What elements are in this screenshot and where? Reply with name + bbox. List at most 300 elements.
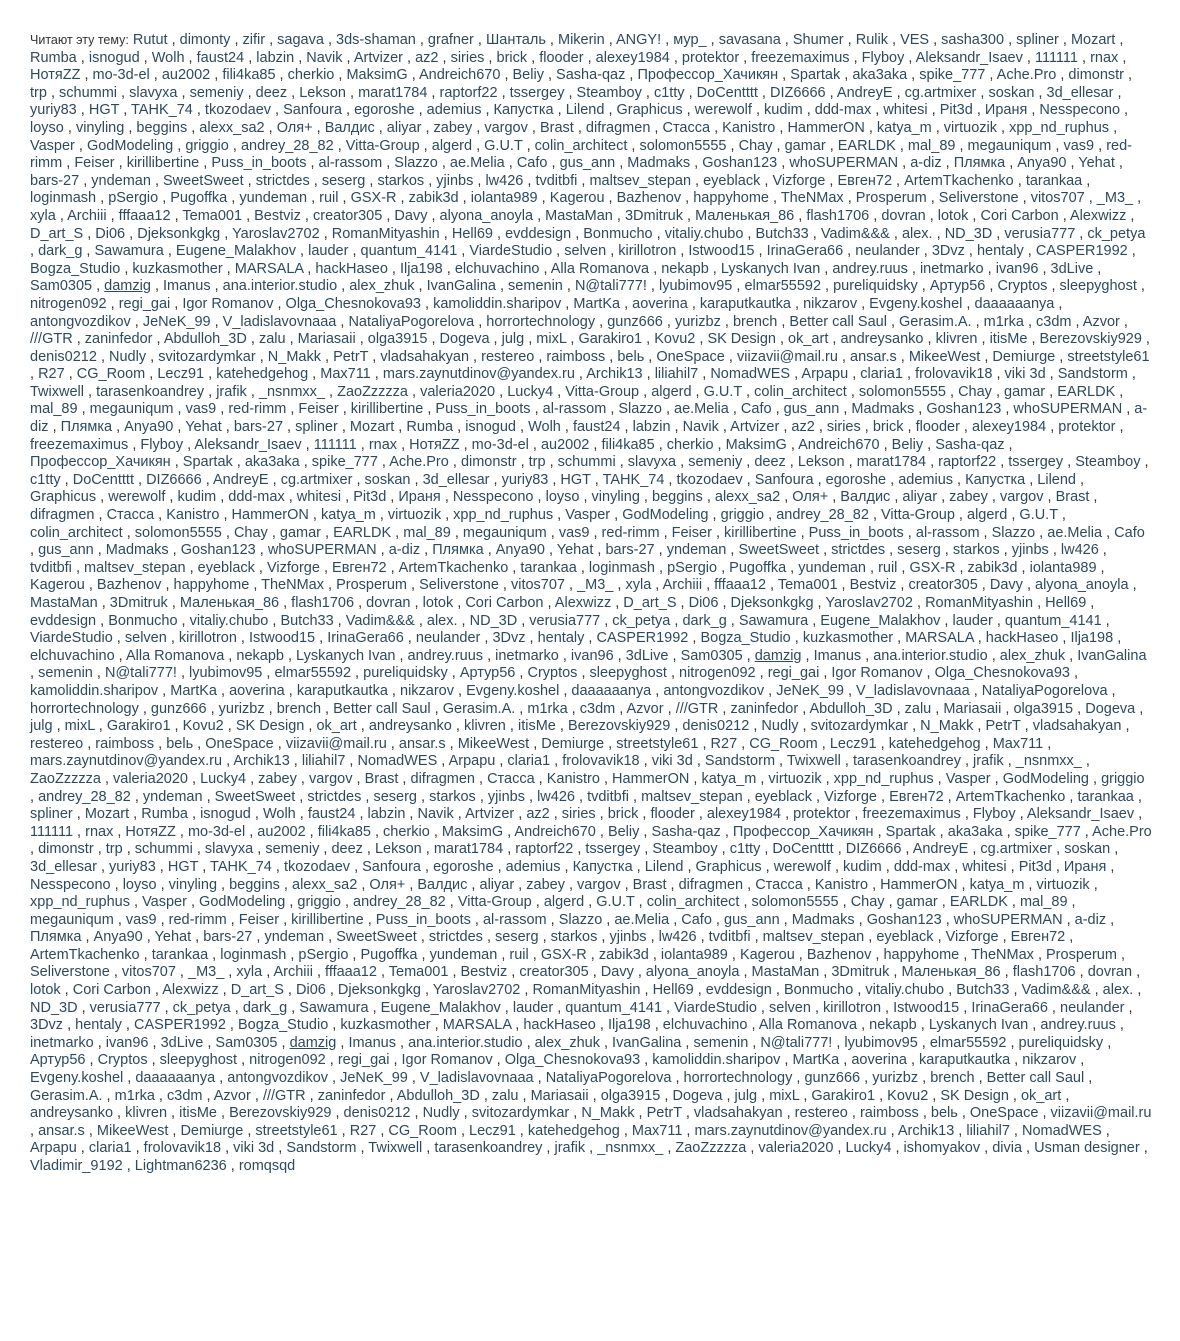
user-link[interactable]: marat1784: [856, 454, 927, 471]
user-link[interactable]: N_Makk: [920, 718, 974, 735]
user-link[interactable]: Rumba: [406, 419, 454, 436]
user-link[interactable]: ZaoZzzzza: [675, 1140, 747, 1157]
user-link[interactable]: Twixwell: [30, 383, 84, 400]
user-link[interactable]: Vizforge: [772, 172, 826, 189]
user-link[interactable]: NomadWES: [357, 753, 438, 770]
user-link[interactable]: Nesspecono: [1039, 102, 1121, 119]
user-link[interactable]: denis0212: [30, 348, 97, 365]
user-link[interactable]: Rumba: [30, 49, 77, 66]
user-link[interactable]: Madmaks: [851, 401, 915, 418]
user-link[interactable]: loginmash: [30, 190, 97, 207]
user-link[interactable]: viki 3d: [651, 753, 693, 770]
user-link[interactable]: iolanta989: [470, 190, 538, 207]
user-link[interactable]: Di06: [296, 982, 326, 999]
user-link[interactable]: Lilend: [1037, 471, 1076, 488]
user-link[interactable]: alex_zhuk: [349, 278, 415, 295]
user-link[interactable]: Sandstorm: [1057, 366, 1128, 383]
user-link[interactable]: Mariasaii: [297, 331, 356, 348]
user-link[interactable]: inetmarko: [919, 260, 984, 277]
user-link[interactable]: IvanGalina: [1077, 647, 1147, 664]
user-link[interactable]: SweetSweet: [738, 542, 820, 559]
user-link[interactable]: antongvozdikov: [663, 682, 765, 699]
user-link[interactable]: verusia777: [529, 612, 601, 629]
user-link[interactable]: seserg: [495, 929, 539, 946]
user-link[interactable]: VES: [900, 32, 930, 48]
user-link[interactable]: Butch33: [280, 612, 334, 629]
user-link[interactable]: Alexwizz: [554, 595, 612, 611]
user-link[interactable]: AndreyE: [912, 841, 969, 858]
user-link[interactable]: svitozardymkar: [810, 718, 909, 735]
user-link[interactable]: Puss_in_boots: [211, 155, 307, 172]
user-link[interactable]: ana.interior.studio: [408, 1034, 523, 1051]
user-link[interactable]: soskan: [1064, 841, 1111, 858]
user-link[interactable]: raptorf22: [515, 841, 574, 858]
user-link[interactable]: vargov: [577, 876, 621, 893]
user-link[interactable]: Bazhenov: [806, 946, 872, 963]
user-link[interactable]: gus_ann: [559, 155, 616, 172]
user-link[interactable]: MARSALA: [905, 630, 974, 647]
user-link[interactable]: yundeman: [239, 190, 308, 207]
user-link[interactable]: zabik3d: [967, 559, 1018, 576]
user-link[interactable]: Azvor: [213, 1087, 251, 1104]
user-link[interactable]: belь: [617, 348, 645, 365]
user-link[interactable]: neulander: [1060, 999, 1125, 1016]
user-link[interactable]: Graphicus: [695, 858, 762, 875]
user-link[interactable]: viizavii@mail.ru: [1050, 1105, 1152, 1122]
user-link[interactable]: Aleksandr_Isaev: [194, 436, 302, 453]
user-link[interactable]: Vasper: [142, 894, 187, 911]
user-link[interactable]: EARLDK: [837, 137, 896, 154]
user-link[interactable]: Navik: [417, 806, 454, 823]
user-link[interactable]: IrinaGera66: [766, 243, 844, 260]
user-link[interactable]: DIZ6666: [770, 84, 826, 101]
user-link[interactable]: slavyxa: [129, 84, 178, 101]
user-link[interactable]: Anya90: [495, 542, 545, 559]
user-link[interactable]: Better call Saul: [333, 700, 431, 717]
user-link[interactable]: zifir: [242, 32, 266, 48]
user-link[interactable]: maltsev_stepan: [641, 788, 743, 805]
user-link[interactable]: Di06: [688, 595, 719, 611]
user-link[interactable]: ansar.s: [850, 348, 897, 365]
user-link[interactable]: vitos707: [510, 577, 565, 594]
user-link[interactable]: dimonstr: [38, 841, 94, 858]
user-link[interactable]: bars-27: [605, 542, 655, 559]
user-link[interactable]: julg: [734, 1087, 758, 1104]
user-link[interactable]: Стасса: [106, 507, 155, 524]
user-link[interactable]: siries: [561, 806, 596, 823]
user-link[interactable]: Istwood15: [688, 243, 755, 260]
user-link[interactable]: Imanus: [163, 278, 211, 295]
user-link[interactable]: Оля+: [276, 119, 313, 136]
user-link[interactable]: labzin: [367, 806, 406, 823]
user-link[interactable]: Beliy: [607, 823, 640, 840]
user-link[interactable]: romqsqd: [238, 1158, 296, 1174]
user-link[interactable]: itisMe: [517, 718, 556, 735]
user-link[interactable]: OneSpace: [969, 1105, 1039, 1122]
user-link[interactable]: spliner: [30, 806, 73, 823]
user-link[interactable]: Better call Saul: [789, 313, 887, 330]
user-link[interactable]: Davy: [989, 577, 1023, 594]
user-link[interactable]: bars-27: [233, 419, 284, 436]
user-link[interactable]: viizavii@mail.ru: [285, 735, 387, 752]
user-link[interactable]: 3Dmitruk: [109, 595, 168, 611]
user-link[interactable]: Aleksandr_Isaev: [915, 49, 1023, 66]
user-link[interactable]: raimboss: [95, 735, 155, 752]
user-link[interactable]: mal_89: [907, 137, 956, 154]
user-link[interactable]: CASPER1992: [1035, 243, 1128, 260]
user-link[interactable]: claria1: [860, 366, 903, 383]
user-link[interactable]: Vladimir_9192: [30, 1158, 123, 1174]
user-link[interactable]: Стасса: [487, 770, 535, 787]
user-link[interactable]: whitesi: [883, 102, 928, 119]
user-link[interactable]: griggio: [1101, 770, 1145, 787]
user-link[interactable]: vitos707: [1030, 190, 1085, 207]
user-link[interactable]: vladsahakyan: [1032, 718, 1122, 735]
user-link[interactable]: NomadWES: [710, 366, 791, 383]
user-link[interactable]: Twixwell: [786, 753, 841, 770]
user-link[interactable]: Lecz91: [469, 1122, 516, 1139]
user-link[interactable]: nikzarov: [1022, 1052, 1077, 1069]
user-link[interactable]: katya_m: [320, 507, 376, 524]
user-link[interactable]: MastaMan: [30, 595, 98, 611]
user-link[interactable]: мур_: [673, 32, 707, 48]
user-link[interactable]: Artvizer: [730, 419, 780, 436]
user-link[interactable]: regi_gai: [767, 665, 820, 682]
user-link[interactable]: Cryptos: [97, 1052, 148, 1069]
user-link[interactable]: V_ladislavovnaaa: [856, 682, 970, 699]
user-link[interactable]: fili4ka85: [222, 67, 276, 84]
user-link[interactable]: brick: [496, 49, 528, 66]
user-link[interactable]: virtuozik: [387, 507, 442, 524]
user-link[interactable]: cg.artmixer: [904, 84, 977, 101]
user-link[interactable]: nitrogen092: [30, 295, 107, 312]
user-link[interactable]: gunz666: [804, 1070, 861, 1087]
user-link[interactable]: Sam0305: [215, 1034, 278, 1051]
user-link[interactable]: viizavii@mail.ru: [736, 348, 838, 365]
user-link[interactable]: CG_Room: [388, 1122, 457, 1139]
user-link[interactable]: lotok: [422, 595, 454, 611]
user-link[interactable]: Abdulloh_3D: [163, 331, 247, 348]
user-link[interactable]: alexey1984: [972, 419, 1047, 436]
user-link[interactable]: aliyar: [479, 876, 515, 893]
user-link[interactable]: alex.: [901, 225, 933, 242]
user-link[interactable]: MartKa: [170, 682, 217, 699]
user-link[interactable]: whoSUPERMAN: [1013, 401, 1123, 418]
user-link[interactable]: Goshan123: [866, 911, 942, 928]
user-link[interactable]: au2002: [540, 436, 590, 453]
user-link[interactable]: Tema001: [182, 207, 243, 224]
user-link[interactable]: CASPER1992: [596, 630, 689, 647]
user-link[interactable]: happyhome: [693, 190, 769, 207]
user-link[interactable]: ND_3D: [469, 612, 518, 629]
user-link[interactable]: elchuvachino: [662, 1017, 748, 1034]
user-link[interactable]: mal_89: [1019, 894, 1068, 911]
user-link[interactable]: Pugoffka: [729, 559, 787, 576]
user-link[interactable]: alexx_sa2: [714, 489, 781, 506]
user-link[interactable]: Cori Carbon: [72, 982, 151, 999]
user-link[interactable]: eyeblack: [197, 559, 255, 576]
user-link[interactable]: beggins: [652, 489, 703, 506]
user-link[interactable]: Bazhenov: [616, 190, 682, 207]
user-link[interactable]: TheNMax: [261, 577, 324, 594]
user-link[interactable]: Davy: [600, 964, 634, 981]
user-link[interactable]: Sawamura: [94, 243, 164, 260]
user-link[interactable]: savasana: [718, 32, 781, 48]
user-link[interactable]: Alexwizz: [1069, 207, 1127, 224]
user-link[interactable]: ViardeStudio: [674, 999, 757, 1016]
user-link[interactable]: 3Dvz: [492, 630, 526, 647]
user-link[interactable]: Ираня: [1063, 858, 1107, 875]
user-link[interactable]: brick: [607, 806, 639, 823]
user-link[interactable]: D_art_S: [30, 225, 84, 242]
user-link[interactable]: soskan: [988, 84, 1035, 101]
user-link[interactable]: a-diz: [30, 401, 1148, 436]
user-link[interactable]: Butch33: [755, 225, 809, 242]
user-link[interactable]: valeria2020: [758, 1140, 834, 1157]
user-link[interactable]: c3dm: [167, 1087, 203, 1104]
user-link[interactable]: vas9: [185, 401, 217, 418]
user-link[interactable]: Kovu2: [182, 718, 224, 735]
user-link[interactable]: Hell69: [652, 982, 694, 999]
user-link[interactable]: Lekson: [797, 454, 845, 471]
user-link[interactable]: Olga_Chesnokova93: [934, 665, 1070, 682]
user-link[interactable]: Seliverstone: [30, 964, 110, 981]
user-link[interactable]: RomanMityashin: [532, 982, 641, 999]
user-link[interactable]: andrey.ruus: [407, 647, 484, 664]
user-link[interactable]: Rutut: [132, 32, 168, 48]
user-link[interactable]: MikeeWest: [96, 1122, 169, 1139]
user-link[interactable]: pSergio: [667, 559, 718, 576]
user-link[interactable]: G.U.T: [484, 137, 523, 154]
user-link[interactable]: Sam0305: [30, 278, 93, 295]
user-link[interactable]: creator305: [312, 207, 383, 224]
user-link[interactable]: DoCentttt: [696, 84, 758, 101]
user-link[interactable]: Nesspecono: [30, 876, 111, 893]
user-link[interactable]: dimonstr: [1068, 67, 1125, 84]
user-link[interactable]: fffaaa12: [118, 207, 171, 224]
user-link[interactable]: Mariasaii: [943, 700, 1002, 717]
user-link[interactable]: zalu: [258, 331, 286, 348]
user-link[interactable]: Vizforge: [267, 559, 320, 576]
user-link[interactable]: starkos: [429, 788, 476, 805]
user-link[interactable]: Профессор_Хачикян: [637, 67, 779, 84]
user-link[interactable]: EARLDK: [949, 894, 1008, 911]
user-link[interactable]: flash1706: [1012, 964, 1076, 981]
user-link[interactable]: Cryptos: [997, 278, 1048, 295]
user-link[interactable]: Alla Romanova: [550, 260, 650, 277]
user-link[interactable]: Sasha-qaz: [556, 67, 626, 84]
user-link[interactable]: GodModeling: [199, 894, 286, 911]
user-link[interactable]: iolanta989: [660, 946, 728, 963]
user-link[interactable]: viki 3d: [233, 1140, 275, 1157]
user-link[interactable]: dovran: [366, 595, 411, 611]
user-link[interactable]: Usman designer: [1034, 1140, 1140, 1157]
user-link[interactable]: verusia777: [1004, 225, 1076, 242]
user-link[interactable]: alyona_anoyla: [1035, 577, 1129, 594]
user-link[interactable]: _nsnmxx_: [597, 1140, 664, 1157]
user-link[interactable]: Demiurge: [541, 735, 605, 752]
user-link[interactable]: Alla Romanova: [758, 1017, 858, 1034]
user-link[interactable]: Vasper: [565, 507, 611, 524]
user-link[interactable]: ishomyakov: [903, 1140, 981, 1157]
user-link[interactable]: hentaly: [976, 243, 1024, 260]
user-link[interactable]: Маленькая_86: [901, 964, 1001, 981]
user-link[interactable]: Vasper: [945, 770, 991, 787]
user-link[interactable]: Chay: [850, 894, 885, 911]
user-link[interactable]: gus_ann: [783, 401, 840, 418]
user-link[interactable]: N_Makk: [267, 348, 321, 365]
user-link[interactable]: daaaaaanya: [571, 682, 652, 699]
user-link[interactable]: restereo: [481, 348, 535, 365]
user-link[interactable]: Prosperum: [1046, 946, 1117, 963]
user-link[interactable]: zabey: [526, 876, 565, 893]
user-link[interactable]: selven: [769, 999, 811, 1016]
user-link[interactable]: maltsev_stepan: [762, 929, 865, 946]
user-link[interactable]: zalu: [491, 1087, 519, 1104]
user-link[interactable]: ZaoZzzzza: [30, 770, 101, 787]
user-link[interactable]: rnax: [1090, 49, 1119, 66]
user-link[interactable]: EARLDK: [1057, 383, 1116, 400]
user-link[interactable]: CG_Room: [76, 366, 146, 383]
user-link[interactable]: andrey_28_82: [38, 788, 131, 805]
user-link[interactable]: colin_architect: [30, 524, 123, 541]
user-link[interactable]: TAHK_74: [210, 858, 272, 875]
user-link[interactable]: creator305: [519, 964, 589, 981]
user-link[interactable]: protektor: [1058, 419, 1116, 436]
user-link[interactable]: egoroshe: [433, 858, 494, 875]
user-link[interactable]: rnax: [368, 436, 398, 453]
user-link[interactable]: R27: [710, 735, 738, 752]
user-link[interactable]: Gerasim.A.: [442, 700, 516, 717]
user-link[interactable]: TheNMax: [780, 190, 844, 207]
user-link[interactable]: N@tali777!: [104, 665, 177, 682]
user-link[interactable]: Slazzo: [618, 401, 662, 418]
user-link[interactable]: Steamboy: [1075, 454, 1141, 471]
user-link[interactable]: slavyxa: [627, 454, 677, 471]
user-link[interactable]: zabik3d: [598, 946, 649, 963]
user-link[interactable]: faust24: [307, 806, 356, 823]
user-link[interactable]: ddd-max: [814, 102, 872, 119]
user-link[interactable]: dimonstr: [460, 454, 517, 471]
user-link[interactable]: Evgeny.koshel: [466, 682, 560, 699]
user-link[interactable]: fili4ka85: [601, 436, 655, 453]
user-link[interactable]: evddesign: [30, 612, 97, 629]
user-link[interactable]: Igor Romanov: [401, 1052, 493, 1069]
user-link[interactable]: Yaroslav2702: [232, 225, 320, 242]
user-link[interactable]: Brast: [539, 119, 574, 136]
user-link[interactable]: happyhome: [173, 577, 250, 594]
user-link[interactable]: kudim: [843, 858, 882, 875]
user-link[interactable]: semenin: [508, 278, 563, 295]
user-link[interactable]: tvditbfi: [30, 559, 72, 576]
user-link[interactable]: kudim: [177, 489, 217, 506]
user-link[interactable]: flooder: [539, 49, 584, 66]
user-link[interactable]: beggins: [136, 119, 188, 136]
user-link[interactable]: alexx_sa2: [292, 876, 358, 893]
user-link[interactable]: ///GTR: [262, 1087, 306, 1104]
user-link[interactable]: 3Dvz: [931, 243, 965, 260]
user-link[interactable]: D_art_S: [230, 982, 284, 999]
user-link[interactable]: JeNeK_99: [142, 313, 211, 330]
user-link[interactable]: Seliverstone: [938, 190, 1019, 207]
user-link[interactable]: Dogeva: [439, 331, 490, 348]
user-link[interactable]: tssergey: [509, 84, 565, 101]
user-link[interactable]: ND_3D: [944, 225, 993, 242]
user-link[interactable]: mars.zaynutdinov@yandex.ru: [30, 753, 223, 770]
user-link[interactable]: strictdes: [428, 929, 483, 946]
user-link[interactable]: Berezovskiy929: [1039, 331, 1142, 348]
user-link[interactable]: karaputkautka: [919, 1052, 1011, 1069]
user-link[interactable]: Hell69: [451, 225, 493, 242]
user-link[interactable]: klivren: [463, 718, 506, 735]
user-link[interactable]: Prosperum: [855, 190, 927, 207]
user-link[interactable]: virtuozik: [1036, 876, 1090, 893]
user-link[interactable]: olga3915: [1013, 700, 1074, 717]
user-link[interactable]: xpp_nd_ruphus: [833, 770, 934, 787]
user-link[interactable]: ND_3D: [30, 999, 78, 1016]
user-link[interactable]: alex_zhuk: [999, 647, 1066, 664]
user-link[interactable]: Kagerou: [549, 190, 605, 207]
user-link[interactable]: yndeman: [142, 788, 203, 805]
user-link[interactable]: tkozodaev: [204, 102, 272, 119]
user-link[interactable]: sasha300: [941, 32, 1005, 48]
user-link[interactable]: Spartak: [182, 454, 233, 471]
user-link[interactable]: sleepyghost: [1059, 278, 1137, 295]
user-link[interactable]: yndeman: [264, 929, 325, 946]
user-link[interactable]: 3Dmitruk: [831, 964, 890, 981]
user-link[interactable]: Dogeva: [1085, 700, 1136, 717]
user-link[interactable]: Butch33: [956, 982, 1010, 999]
user-link[interactable]: Kanistro: [814, 876, 869, 893]
user-link[interactable]: Brast: [364, 770, 399, 787]
user-link[interactable]: Ираня: [984, 102, 1028, 119]
user-link[interactable]: Bestviz: [460, 964, 508, 981]
user-link[interactable]: red-rimm: [30, 137, 1132, 172]
user-link[interactable]: lw426: [658, 929, 697, 946]
user-link[interactable]: Профессор_Хачикян: [30, 454, 171, 471]
user-link[interactable]: Evgeny.koshel: [30, 1070, 124, 1087]
user-link[interactable]: IrinaGera66: [971, 999, 1048, 1016]
user-link[interactable]: viki 3d: [1004, 366, 1046, 383]
user-link[interactable]: iolanta989: [1029, 559, 1097, 576]
user-link[interactable]: Flyboy: [972, 806, 1016, 823]
user-link[interactable]: GSX-R: [350, 190, 397, 207]
user-link[interactable]: spike_777: [1014, 823, 1081, 840]
user-link[interactable]: Капустка: [493, 102, 554, 119]
user-link[interactable]: Demiurge: [180, 1122, 244, 1139]
user-link[interactable]: Abdulloh_3D: [396, 1087, 480, 1104]
user-link[interactable]: SweetSweet: [214, 788, 296, 805]
user-link[interactable]: streetstyle61: [616, 735, 699, 752]
user-link[interactable]: trp: [105, 841, 123, 858]
user-link[interactable]: OneSpace: [205, 735, 274, 752]
user-link[interactable]: semenin: [38, 665, 93, 682]
user-link[interactable]: maltsev_stepan: [589, 172, 692, 189]
user-link[interactable]: yundeman: [798, 559, 866, 576]
user-link[interactable]: yuriy83: [30, 102, 77, 119]
user-link[interactable]: dark_g: [682, 612, 727, 629]
user-link[interactable]: Seliverstone: [419, 577, 499, 594]
user-link[interactable]: Berezovskiy929: [567, 718, 671, 735]
user-link[interactable]: megauniqum: [30, 911, 114, 928]
user-link[interactable]: kirillotron: [823, 999, 882, 1016]
user-link[interactable]: elmar55592: [274, 665, 352, 682]
user-link[interactable]: lyubimov95: [659, 278, 733, 295]
user-link[interactable]: kirillibertine: [126, 155, 200, 172]
user-link[interactable]: soskan: [364, 471, 411, 488]
user-link[interactable]: nekapb: [661, 260, 709, 277]
user-link[interactable]: Arpapu: [801, 366, 849, 383]
